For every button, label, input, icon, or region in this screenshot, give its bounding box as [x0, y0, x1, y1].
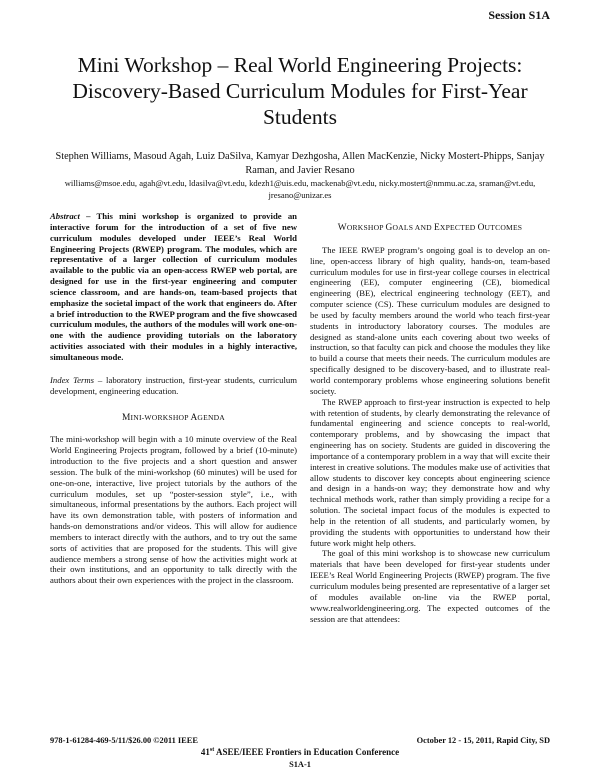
paper-title: Mini Workshop – Real World Engineering Projects: Discovery-Based Curriculum Modules for First-Year Students — [72, 53, 528, 129]
session-label: Session S1A — [488, 8, 550, 22]
left-column — [50, 211, 297, 586]
index-terms — [50, 375, 297, 397]
page-number: S1A-1 — [289, 760, 311, 769]
footer-conference: 41st ASEE/IEEE Frontiers in Education Conference — [200, 747, 400, 757]
abstract-text: – This mini workshop is organized to provide an interactive forum for the introduction of a set of five new curriculum modules developed under IEEE’s Real World Engineering Projects (RWEP) program. The modules, which are representative of a larger collection of curriculum modules available to the public via an open-access RWEP web portal, are designed for use in the first-year engineering and computer science classroom, and are hands-on, team-based projects that emphasize the societal impact of the work that engineers do. After a brief introduction to the RWEP program and the five showcased curriculum modules, the authors of the modules will work one-on-one with the audience providing tutorials on the laboratory activities associated with their modules in a highly interactive, simultaneous mode. — [50, 211, 297, 362]
goals-paragraph-2: The RWEP approach to first-year instruction is expected to help with retention of students, by clearly demonstrating the relevance of fundamental engineering and science concepts to real-world, contemporary problems, and by showcasing the impact that engineering has on society. Students are guided in discovering the importance of a contemporary problem in a way that will excite their interest in creative solutions. The modules make use of activities that allow students to discover key concepts about engineering science and design in a hands-on way; they demonstrate how and why technical methods work, rather than simply providing a recipe for a solution. The societal impact focus of the modules is expected to help in the retention of all students, and particularly women, by providing the students with opportunities to understand how their future work might help others. — [310, 396, 550, 548]
index-terms-text: – laboratory instruction, first-year students, curriculum development, engineering education. — [50, 374, 297, 396]
goals-paragraph-1: The IEEE RWEP program’s ongoing goal is to develop an on-line, open-access library of high quality, hands-on, team-based curriculum modules for use in first-year college courses in electrical engineering (EE), computer engineering (CE), biomedical engineering (BE), electrical engineering technology (EET), and computer science (CS). These curriculum modules are designed to be used by faculty members around the world who teach first-year students in introductory laboratory courses. The modules are designed as stand-alone units each covering about two weeks of instruction, so that faculty can pick and choose the modules they like to build a course that meets their needs. The curriculum modules are specifically designed to be discovery-based, and to illustrate real-world contemporary problems whose engineering solutions benefit society. — [310, 244, 550, 396]
right-column — [310, 211, 550, 624]
agenda-heading: MINI-WORKSHOP AGENDA — [121, 412, 225, 423]
goals-paragraph-3: The goal of this mini workshop is to showcase new curriculum materials that have been developed for first-year students under IEEE’s Real World Engineering Projects (RWEP) program. The five curriculum modules being presented are representative of a larger set of modules available on-line via the RWEP portal, www.realworldengineering.org. The expected outcomes of the session are that attendees: — [310, 548, 550, 624]
footer-dates: October 12 - 15, 2011, Rapid City, SD — [416, 736, 550, 745]
abstract-label: Abstract — [50, 211, 80, 221]
agenda-paragraph: The mini-workshop will begin with a 10 minute overview of the Real World Engineering Projects program, followed by a brief (10-minute) introduction to the five projects and a short question and answer session. The bulk of the mini-workshop (60 minutes) will be used for one-on-one, interactive, live project tutorials by the authors of the curriculum modules, set up “poster-session style”, i.e., with simultaneous, informal presentations by the authors. Each project will have its own demonstration table, with posters of information and hands-on demonstrations and/or videos. This will allow for audience members to interact directly with the authors, and to try out the same sorts of activities that are proposed for the students. This will give audience members a strong sense of how the activities might work at their own institutions, and an opportunity to talk directly with the authors about their own experiences with the project in the classroom. — [50, 434, 297, 586]
author-list: Stephen Williams, Masoud Agah, Luiz DaSilva, Kamyar Dezhgosha, Allen MacKenzie, Nicky Mostert-Phipps, Sanjay Raman, and Javier Resano — [55, 151, 545, 176]
footer-isbn: 978-1-61284-469-5/11/$26.00 ©2011 IEEE — [50, 736, 198, 745]
index-terms-label: Index Terms — [50, 374, 95, 385]
author-emails: williams@msoe.edu, agah@vt.edu, ldasilva@vt.edu, kdezh1@uis.edu, mackenab@vt.edu, nicky.mostert@nmmu.ac.za, sraman@vt.edu, jresano@unizar.es — [64, 178, 536, 200]
goals-heading: WORKSHOP GOALS AND EXPECTED OUTCOMES — [337, 223, 523, 233]
abstract — [50, 211, 297, 363]
